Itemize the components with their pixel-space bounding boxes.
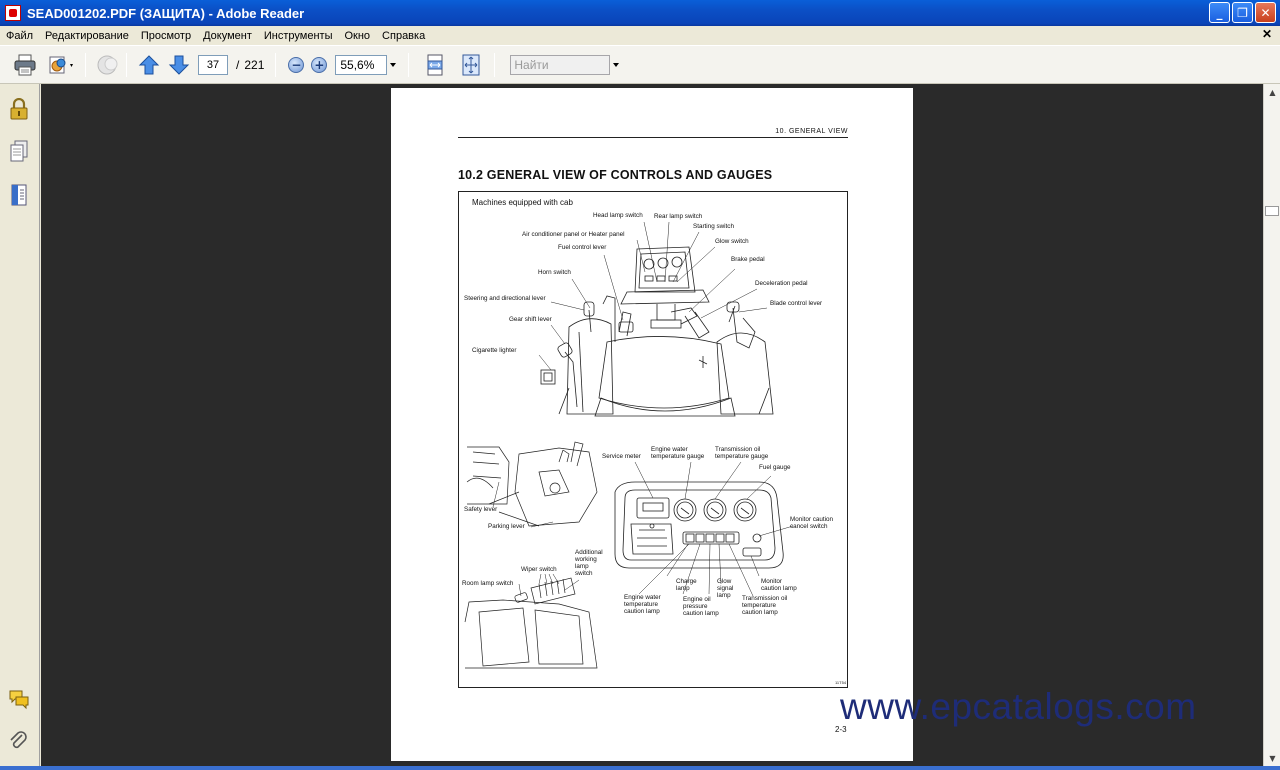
minimize-button[interactable]: _ — [1209, 2, 1230, 23]
figure-code: 11T54 — [835, 680, 847, 685]
page-number: 2-3 — [835, 725, 847, 734]
label-glow-signal-lamp: Glow signal lamp — [717, 578, 734, 599]
scroll-down-icon[interactable]: ▼ — [1269, 754, 1276, 763]
label-engine-oil-caution-lamp: Engine oil pressure caution lamp — [683, 596, 719, 617]
label-gear-shift-lever: Gear shift lever — [509, 316, 552, 323]
window-title: SEAD001202.PDF (ЗАЩИТА) - Adobe Reader — [27, 5, 305, 21]
zoom-level-value: 55,6% — [340, 57, 375, 72]
fit-width-icon — [425, 54, 445, 76]
toolbar — [0, 45, 1280, 84]
label-safety-lever: Safety lever — [464, 506, 498, 513]
label-deceleration-pedal: Deceleration pedal — [755, 280, 808, 287]
comments-icon[interactable] — [8, 688, 30, 710]
menu-edit[interactable]: Редактирование — [45, 29, 129, 42]
label-fuel-control-lever: Fuel control lever — [558, 244, 607, 251]
menu-view[interactable]: Просмотр — [140, 29, 192, 42]
print-button[interactable] — [12, 52, 38, 78]
label-parking-lever: Parking lever — [488, 523, 525, 530]
share-icon — [95, 54, 121, 76]
close-button[interactable]: ✕ — [1255, 2, 1276, 23]
toolbar-separator — [275, 53, 276, 77]
menu-file[interactable]: Файл — [6, 29, 34, 42]
label-engine-water-caution-lamp: Engine water temperature caution lamp — [624, 594, 661, 615]
label-transmission-oil-caution-lamp: Transmission oil temperature caution lamp — [742, 595, 788, 616]
section-title: 10.2 GENERAL VIEW OF CONTROLS AND GAUGES — [458, 168, 773, 182]
label-starting-switch: Starting switch — [693, 223, 734, 230]
label-horn-switch: Horn switch — [538, 269, 571, 276]
fit-page-button[interactable] — [458, 52, 484, 78]
label-engine-water-gauge: Engine water temperature gauge — [651, 446, 705, 460]
toolbar-separator — [408, 53, 409, 77]
fit-page-icon — [460, 54, 482, 76]
watermark: www.epcatalogs.com — [840, 686, 1197, 727]
search-input[interactable] — [510, 55, 610, 75]
label-charge-lamp: Charge lamp — [676, 578, 697, 592]
lock-icon[interactable] — [8, 98, 30, 120]
chevron-down-icon[interactable] — [613, 63, 619, 67]
previous-page-button[interactable] — [136, 52, 162, 78]
menu-window[interactable]: Окно — [344, 29, 371, 42]
header-rule — [458, 137, 848, 138]
zoom-level-select[interactable] — [335, 55, 387, 75]
title-bar — [0, 0, 1280, 26]
zoom-out-button[interactable]: − — [288, 57, 304, 73]
paperclip-icon[interactable] — [8, 730, 30, 752]
arrow-up-icon — [138, 54, 160, 76]
search-placeholder: Найти — [514, 57, 549, 72]
label-brake-pedal: Brake pedal — [731, 256, 765, 263]
toolbar-separator — [126, 53, 127, 77]
scroll-up-icon[interactable]: ▲ — [1269, 88, 1276, 97]
zoom-in-button[interactable]: + — [311, 57, 327, 73]
printer-icon — [13, 54, 37, 76]
label-air-conditioner-panel: Air conditioner panel or Heater panel — [522, 231, 625, 238]
label-glow-switch: Glow switch — [715, 238, 749, 245]
bookmarks-icon[interactable] — [8, 184, 30, 206]
window-controls — [1209, 2, 1276, 23]
label-transmission-oil-gauge: Transmission oil temperature gauge — [715, 446, 769, 460]
label-service-meter: Service meter — [602, 453, 641, 460]
label-monitor-caution-lamp: Monitor caution lamp — [761, 578, 797, 592]
page-number-input[interactable] — [198, 55, 228, 75]
share-button[interactable] — [95, 52, 121, 78]
label-cigarette-lighter: Cigarette lighter — [472, 347, 517, 354]
collaborate-icon — [48, 54, 78, 76]
menu-bar — [0, 26, 1280, 45]
pages-icon[interactable] — [8, 140, 30, 162]
label-fuel-gauge: Fuel gauge — [759, 464, 791, 471]
label-additional-lamp-switch: Additional working lamp switch — [575, 549, 603, 577]
document-close-button[interactable]: ✕ — [1261, 27, 1272, 41]
menu-tools[interactable]: Инструменты — [263, 29, 333, 42]
collaborate-button[interactable] — [46, 52, 80, 78]
adobe-reader-icon — [5, 5, 21, 21]
label-steering-lever: Steering and directional lever — [464, 295, 546, 302]
pdf-page — [391, 88, 913, 761]
label-head-lamp-switch: Head lamp switch — [593, 212, 643, 219]
toolbar-separator — [494, 53, 495, 77]
total-pages: 221 — [244, 57, 265, 72]
navigation-panel — [0, 84, 40, 768]
chevron-down-icon[interactable] — [390, 63, 396, 67]
scrollbar-thumb[interactable] — [1265, 206, 1279, 216]
page-header: 10. GENERAL VIEW — [775, 128, 848, 135]
status-strip — [0, 766, 1280, 770]
page-separator: / — [236, 57, 240, 72]
label-blade-control-lever: Blade control lever — [770, 300, 823, 307]
label-room-lamp-switch: Room lamp switch — [462, 580, 514, 587]
figure-frame — [458, 191, 848, 688]
figure-caption: Machines equipped with cab — [472, 198, 573, 207]
label-wiper-switch: Wiper switch — [521, 566, 557, 573]
fit-width-button[interactable] — [422, 52, 448, 78]
label-monitor-caution-cancel: Monitor caution cancel switch — [790, 516, 834, 530]
vertical-scrollbar[interactable] — [1263, 84, 1280, 768]
label-rear-lamp-switch: Rear lamp switch — [654, 213, 703, 220]
maximize-button[interactable]: ❐ — [1232, 2, 1253, 23]
arrow-down-icon — [168, 54, 190, 76]
menu-document[interactable]: Документ — [203, 29, 252, 42]
next-page-button[interactable] — [166, 52, 192, 78]
menu-help[interactable]: Справка — [382, 29, 426, 42]
toolbar-separator — [85, 53, 86, 77]
